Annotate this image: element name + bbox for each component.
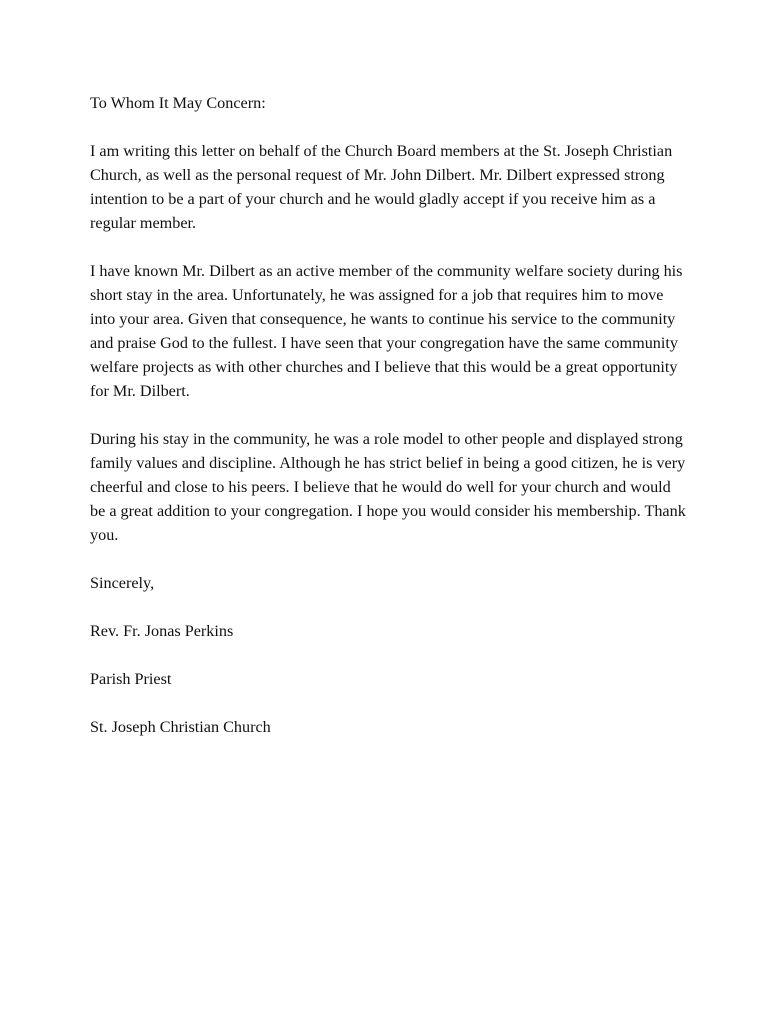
- paragraph-3: During his stay in the community, he was a role model to other people and displayed strong family values and discipline. Although he has strict belief in being a good citizen, he is very cheerful and close to his peers. I believe that he would do well for your church and would be a great addition to your congregation. I hope you would consider his membership. Thank you.: [90, 430, 686, 544]
- signature-organization: St. Joseph Christian Church: [90, 718, 271, 736]
- letter-body: [90, 91, 690, 763]
- closing: Sincerely,: [90, 574, 155, 592]
- signature-title: Parish Priest: [90, 670, 172, 688]
- paragraph-1: I am writing this letter on behalf of the Church Board members at the St. Joseph Christian Church, as well as the personal request of Mr. John Dilbert. Mr. Dilbert expressed strong intention to be a part of your church and he would gladly accept if you receive him as a regular member.: [90, 142, 673, 232]
- signature-name: Rev. Fr. Jonas Perkins: [90, 622, 234, 640]
- paragraph-2: I have known Mr. Dilbert as an active member of the community welfare society during his short stay in the area. Unfortunately, he was assigned for a job that requires him to move into your area. Given that consequence, he wants to continue his service to the community and praise God to the fullest. I have seen that your congregation have the same community welfare projects as with other churches and I believe that this would be a great opportunity for Mr. Dilbert.: [90, 262, 683, 400]
- salutation: To Whom It May Concern:: [90, 94, 266, 112]
